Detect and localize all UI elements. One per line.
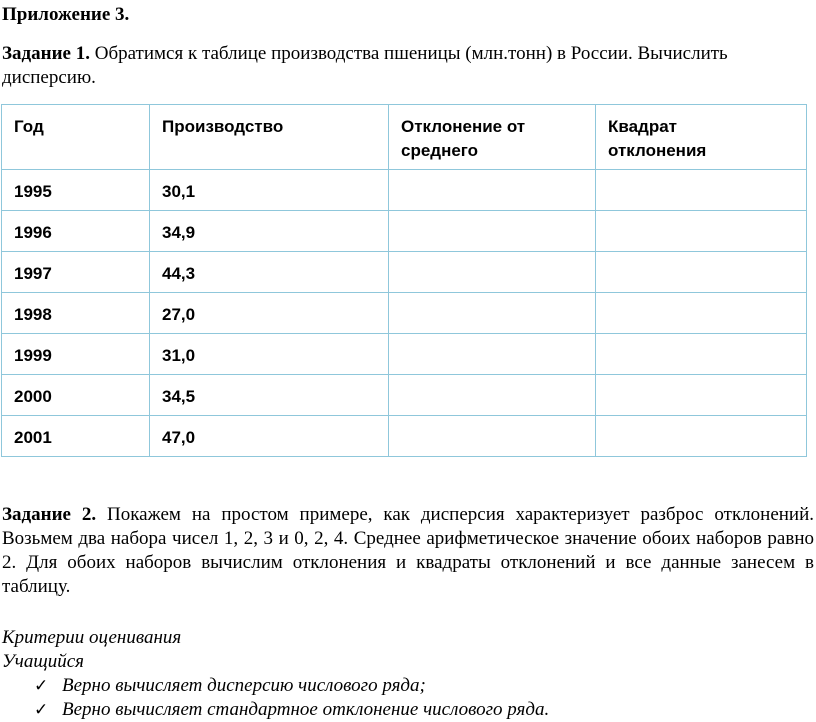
cell-production: 27,0 <box>150 293 389 334</box>
cell-squared-deviation <box>596 252 807 293</box>
header-deviation: Отклонение от среднего <box>389 105 596 170</box>
table-header-row <box>2 105 807 170</box>
task-1-text-1: Обратимся к таблице производства пшеницы (млн.тонн) в России. Вычислить <box>89 43 728 64</box>
cell-squared-deviation <box>596 170 807 211</box>
cell-deviation <box>389 252 596 293</box>
cell-deviation <box>389 375 596 416</box>
checkmark-icon: ✓ <box>34 700 49 720</box>
cell-deviation <box>389 170 596 211</box>
task-2-label: Задание 2. <box>2 504 97 525</box>
cell-year: 1997 <box>2 252 150 293</box>
criteria-title: Критерии оценивания <box>2 627 182 648</box>
cell-squared-deviation <box>596 334 807 375</box>
table-row <box>2 416 807 457</box>
cell-deviation <box>389 211 596 252</box>
list-item <box>34 698 549 722</box>
cell-squared-deviation <box>596 416 807 457</box>
table-row <box>2 293 807 334</box>
header-year: Год <box>2 105 150 170</box>
task-1-paragraph <box>2 42 814 90</box>
cell-deviation <box>389 416 596 457</box>
criteria-subject: Учащийся <box>2 651 84 672</box>
cell-squared-deviation <box>596 375 807 416</box>
table-row <box>2 334 807 375</box>
task-2-text: Покажем на простом примере, как дисперсия характеризует разброс отклонений. Возьмем два набора чисел 1, 2, 3 и 0, 2, 4. Среднее арифметическое значение обоих наборов равно 2. Для обоих наборов вычислим отклонения и квадраты отклонений и все данные занесем в таблицу. <box>2 504 815 597</box>
list-item <box>34 674 549 698</box>
cell-deviation <box>389 293 596 334</box>
cell-production: 31,0 <box>150 334 389 375</box>
criteria-block <box>2 626 181 674</box>
cell-year: 1999 <box>2 334 150 375</box>
task-1-text-2: дисперсию. <box>2 67 96 88</box>
task-1-label: Задание 1. <box>2 43 90 64</box>
wheat-production-table <box>1 104 807 457</box>
cell-year: 1996 <box>2 211 150 252</box>
cell-production: 47,0 <box>150 416 389 457</box>
cell-deviation <box>389 334 596 375</box>
table-row <box>2 252 807 293</box>
criteria-item-text: Верно вычисляет стандартное отклонение числового ряда. <box>62 699 550 720</box>
criteria-item-text: Верно вычисляет дисперсию числового ряда; <box>62 675 426 696</box>
header-production: Производство <box>150 105 389 170</box>
table-row <box>2 375 807 416</box>
cell-squared-deviation <box>596 211 807 252</box>
checkmark-icon: ✓ <box>34 676 49 696</box>
table-row <box>2 170 807 211</box>
task-2-paragraph <box>2 503 814 599</box>
criteria-list <box>34 674 549 722</box>
cell-production: 34,5 <box>150 375 389 416</box>
cell-year: 2000 <box>2 375 150 416</box>
cell-production: 34,9 <box>150 211 389 252</box>
table-row <box>2 211 807 252</box>
cell-year: 2001 <box>2 416 150 457</box>
appendix-heading: Приложение 3. <box>2 4 130 25</box>
cell-squared-deviation <box>596 293 807 334</box>
cell-production: 30,1 <box>150 170 389 211</box>
header-squared-deviation: Квадрат отклонения <box>596 105 807 170</box>
task-1-line-1 <box>2 42 814 66</box>
cell-year: 1998 <box>2 293 150 334</box>
cell-production: 44,3 <box>150 252 389 293</box>
cell-year: 1995 <box>2 170 150 211</box>
